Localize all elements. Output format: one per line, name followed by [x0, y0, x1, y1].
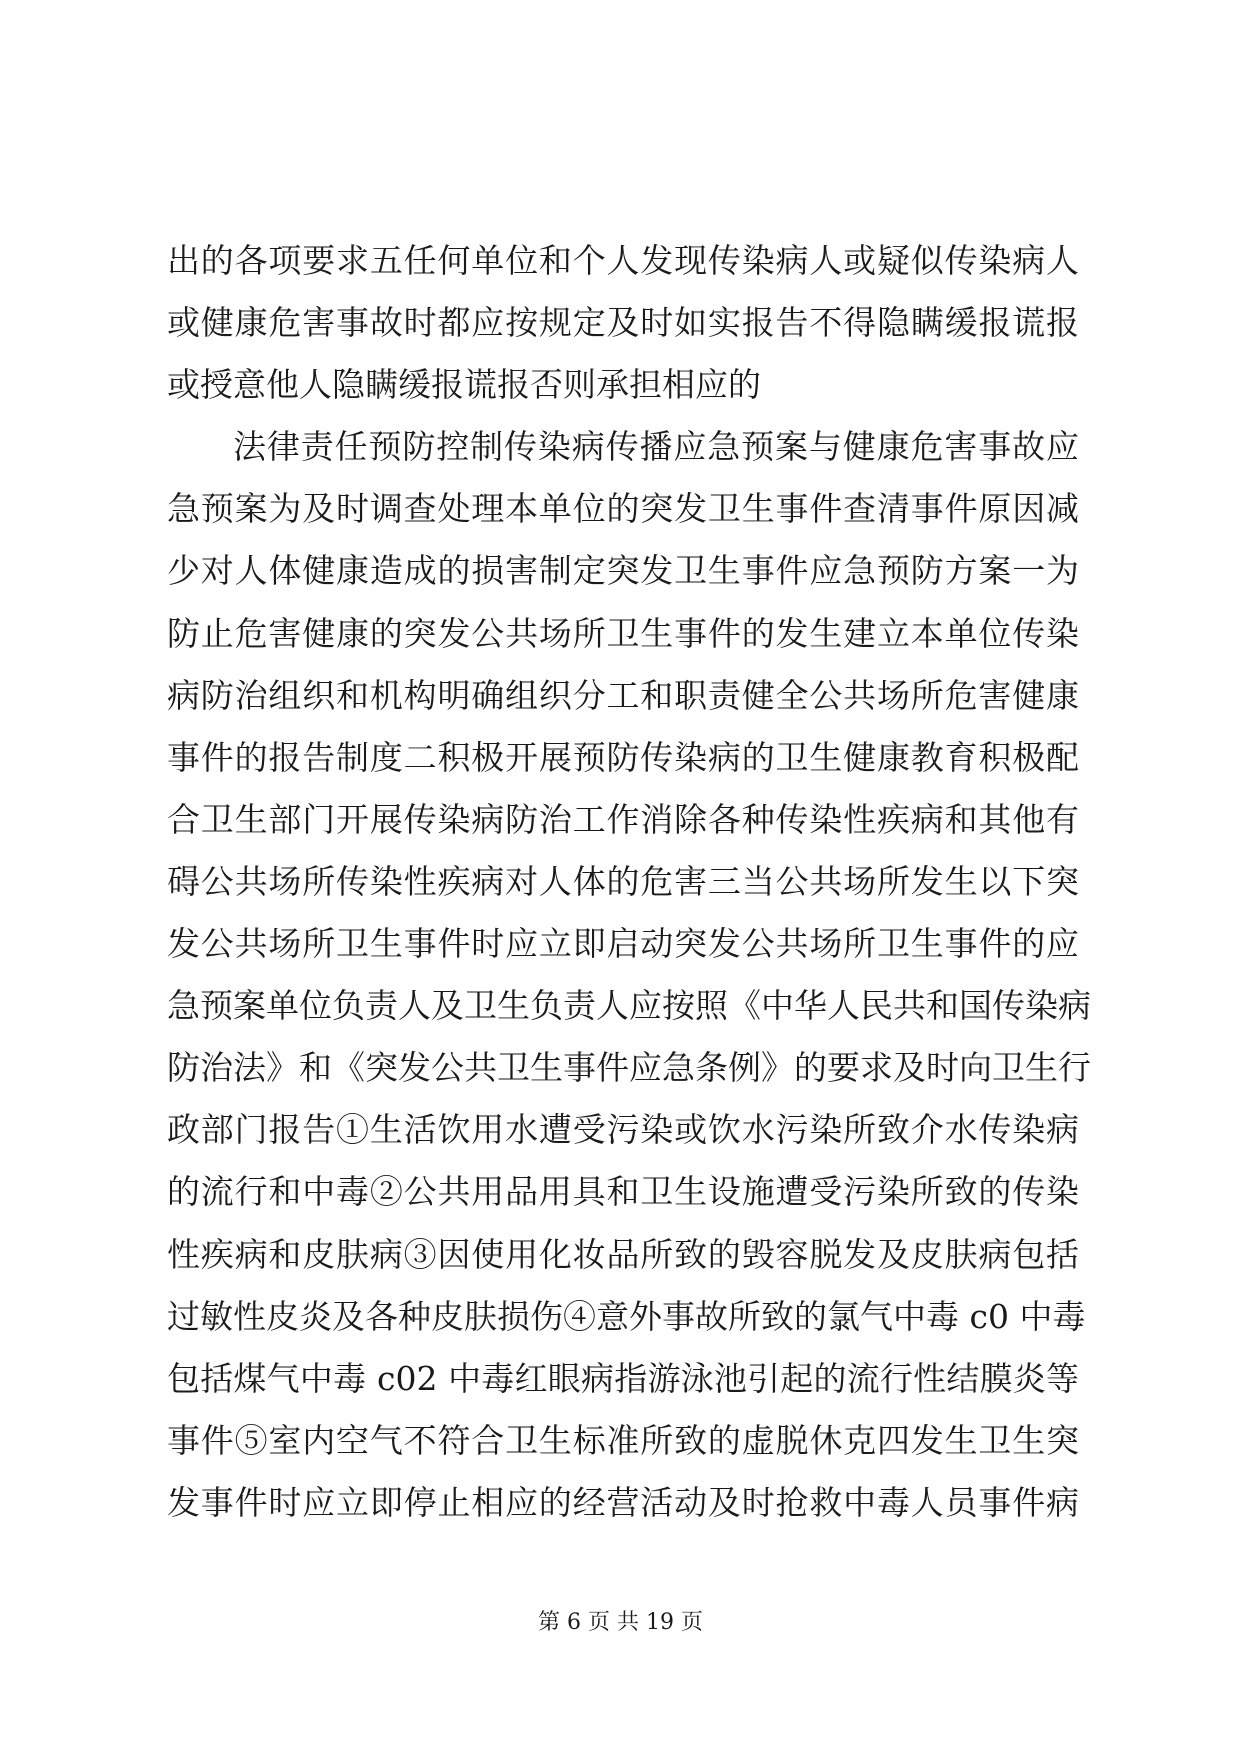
text-line: 性疾病和皮肤病③因使用化妆品所致的毁容脱发及皮肤病包括: [167, 1234, 1079, 1274]
text-line: 包括煤气中毒 c02 中毒红眼病指游泳池引起的流行性结膜炎等: [167, 1358, 1079, 1398]
text-line: 合卫生部门开展传染病防治工作消除各种传染性疾病和其他有: [167, 799, 1079, 839]
text-line: 事件⑤室内空气不符合卫生标准所致的虚脱休克四发生卫生突: [167, 1420, 1079, 1460]
text-line: 发公共场所卫生事件时应立即启动突发公共场所卫生事件的应: [167, 924, 1079, 964]
text-line: 少对人体健康造成的损害制定突发卫生事件应急预防方案一为: [167, 551, 1079, 591]
body-text: [167, 230, 1091, 1534]
text-line: 防止危害健康的突发公共场所卫生事件的发生建立本单位传染: [167, 613, 1079, 653]
page-number: 第 6 页 共 19 页: [538, 1610, 703, 1635]
text-line: 病防治组织和机构明确组织分工和职责健全公共场所危害健康: [167, 675, 1079, 715]
text-line: 或授意他人隐瞒缓报谎报否则承担相应的: [167, 365, 761, 405]
text-line: 政部门报告①生活饮用水遭受污染或饮水污染所致介水传染病: [167, 1110, 1079, 1150]
text-line: 的流行和中毒②公共用品用具和卫生设施遭受污染所致的传染: [167, 1172, 1079, 1212]
text-line: 防治法》和《突发公共卫生事件应急条例》的要求及时向卫生行: [167, 1048, 1091, 1088]
text-line: 事件的报告制度二积极开展预防传染病的卫生健康教育积极配: [167, 737, 1079, 777]
text-line: 或健康危害事故时都应按规定及时如实报告不得隐瞒缓报谎报: [167, 303, 1079, 343]
text-line: 急预案为及时调查处理本单位的突发卫生事件查清事件原因减: [167, 489, 1079, 529]
text-line: 发事件时应立即停止相应的经营活动及时抢救中毒人员事件病: [167, 1482, 1079, 1522]
text-line: 出的各项要求五任何单位和个人发现传染病人或疑似传染病人: [167, 241, 1079, 280]
text-line: 碍公共场所传染性疾病对人体的危害三当公共场所发生以下突: [167, 861, 1079, 901]
text-line: 过敏性皮炎及各种皮肤损伤④意外事故所致的氯气中毒 c0 中毒: [167, 1296, 1086, 1336]
text-line: 急预案单位负责人及卫生负责人应按照《中华人民共和国传染病: [167, 986, 1091, 1026]
paragraph-first-line: 法律责任预防控制传染病传播应急预案与健康危害事故应: [233, 427, 1079, 467]
